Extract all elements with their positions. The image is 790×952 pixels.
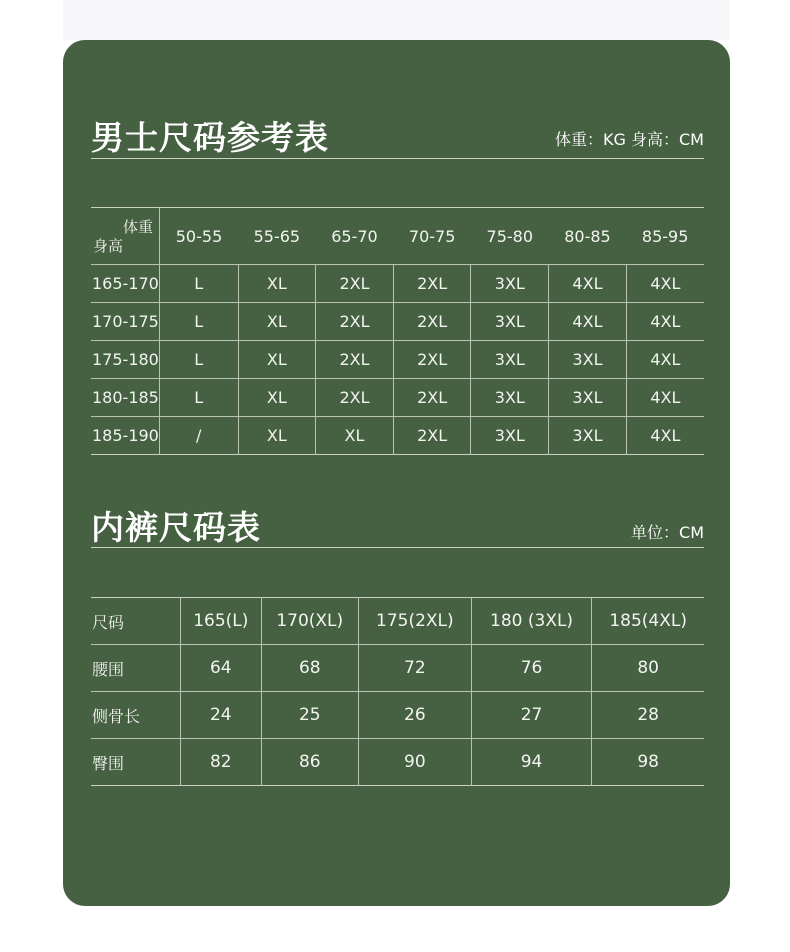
size-cell: L (160, 341, 239, 379)
height-cell: 185-190 (91, 417, 160, 455)
size-cell: 4XL (626, 379, 704, 417)
size-cell: 2XL (393, 341, 471, 379)
measurement-cell: 24 (181, 692, 262, 739)
underwear-size-unit: 单位：CM (631, 523, 704, 542)
size-cell: 3XL (549, 417, 627, 455)
table-row (91, 303, 704, 341)
measurement-cell: 64 (181, 645, 262, 692)
size-cell: 3XL (549, 379, 627, 417)
measurement-cell: 28 (592, 692, 704, 739)
weight-column-header: 75-80 (486, 226, 534, 246)
measurement-label: 臀围 (91, 739, 181, 786)
size-cell: 3XL (471, 417, 549, 455)
size-cell: 4XL (626, 417, 704, 455)
size-cell: 2XL (316, 303, 394, 341)
measurement-cell: 76 (471, 645, 592, 692)
table-row (91, 739, 704, 786)
height-cell: 180-185 (91, 379, 160, 417)
size-cell: XL (238, 379, 316, 417)
size-column-header: 165(L) (181, 598, 262, 645)
size-cell: XL (238, 303, 316, 341)
size-cell: 2XL (393, 265, 471, 303)
underwear-size-table (91, 597, 704, 786)
size-column-header: 180 (3XL) (471, 598, 592, 645)
corner-cell (91, 208, 160, 265)
height-cell: 175-180 (91, 341, 160, 379)
size-cell: XL (238, 417, 316, 455)
table-row (91, 265, 704, 303)
title-divider (91, 158, 704, 159)
height-cell: 165-170 (91, 265, 160, 303)
size-cell: 2XL (316, 379, 394, 417)
size-cell: 4XL (626, 303, 704, 341)
measurement-cell: 94 (471, 739, 592, 786)
weight-column-header: 70-75 (408, 226, 456, 246)
underwear-size-title: 内裤尺码表 (91, 508, 261, 547)
mens-size-unit: 体重：KG 身高：CM (555, 130, 704, 149)
measurement-cell: 82 (181, 739, 262, 786)
size-cell: XL (316, 417, 394, 455)
size-cell: 3XL (471, 341, 549, 379)
weight-column-header: 50-55 (175, 226, 223, 246)
top-strip (63, 0, 730, 40)
size-cell: 4XL (626, 265, 704, 303)
measurement-cell: 98 (592, 739, 704, 786)
table-row (91, 417, 704, 455)
mens-size-title: 男士尺码参考表 (91, 118, 329, 157)
corner-height-label: 身高 (93, 237, 124, 255)
measurement-cell: 86 (261, 739, 358, 786)
size-cell: 2XL (393, 417, 471, 455)
title-divider (91, 547, 704, 548)
size-cell: L (160, 379, 239, 417)
weight-column-header: 65-70 (331, 226, 378, 246)
size-cell: 3XL (549, 341, 627, 379)
size-cell: 2XL (316, 341, 394, 379)
table-row (91, 645, 704, 692)
measurement-cell: 72 (358, 645, 471, 692)
measurement-cell: 80 (592, 645, 704, 692)
size-cell: 3XL (471, 265, 549, 303)
size-cell: L (160, 265, 239, 303)
mens-size-table (91, 207, 704, 455)
table-header-row (91, 208, 704, 265)
weight-column-header: 55-65 (253, 226, 301, 246)
table-header-row (91, 598, 704, 645)
size-cell: 2XL (393, 303, 471, 341)
measurement-cell: 27 (471, 692, 592, 739)
size-cell: 3XL (471, 379, 549, 417)
size-chart-card (63, 40, 730, 906)
size-cell: / (160, 417, 239, 455)
measurement-cell: 26 (358, 692, 471, 739)
size-cell: L (160, 303, 239, 341)
size-column-header: 170(XL) (261, 598, 358, 645)
measurement-label: 腰围 (91, 645, 181, 692)
size-cell: 4XL (549, 303, 627, 341)
weight-column-header: 80-85 (564, 226, 611, 246)
table-row (91, 341, 704, 379)
table-row (91, 379, 704, 417)
measurement-label: 侧骨长 (91, 692, 181, 739)
size-column-header: 175(2XL) (358, 598, 471, 645)
size-cell: XL (238, 341, 316, 379)
table-row (91, 692, 704, 739)
size-cell: XL (238, 265, 316, 303)
size-cell: 4XL (549, 265, 627, 303)
size-cell: 2XL (393, 379, 471, 417)
size-header-label: 尺码 (92, 612, 125, 632)
weight-column-header: 85-95 (641, 226, 689, 246)
corner-weight-label: 体重 (122, 218, 153, 236)
size-cell: 2XL (316, 265, 394, 303)
measurement-cell: 68 (261, 645, 358, 692)
size-column-header: 185(4XL) (592, 598, 704, 645)
height-cell: 170-175 (91, 303, 160, 341)
measurement-cell: 90 (358, 739, 471, 786)
size-cell: 4XL (626, 341, 704, 379)
measurement-cell: 25 (261, 692, 358, 739)
size-cell: 3XL (471, 303, 549, 341)
